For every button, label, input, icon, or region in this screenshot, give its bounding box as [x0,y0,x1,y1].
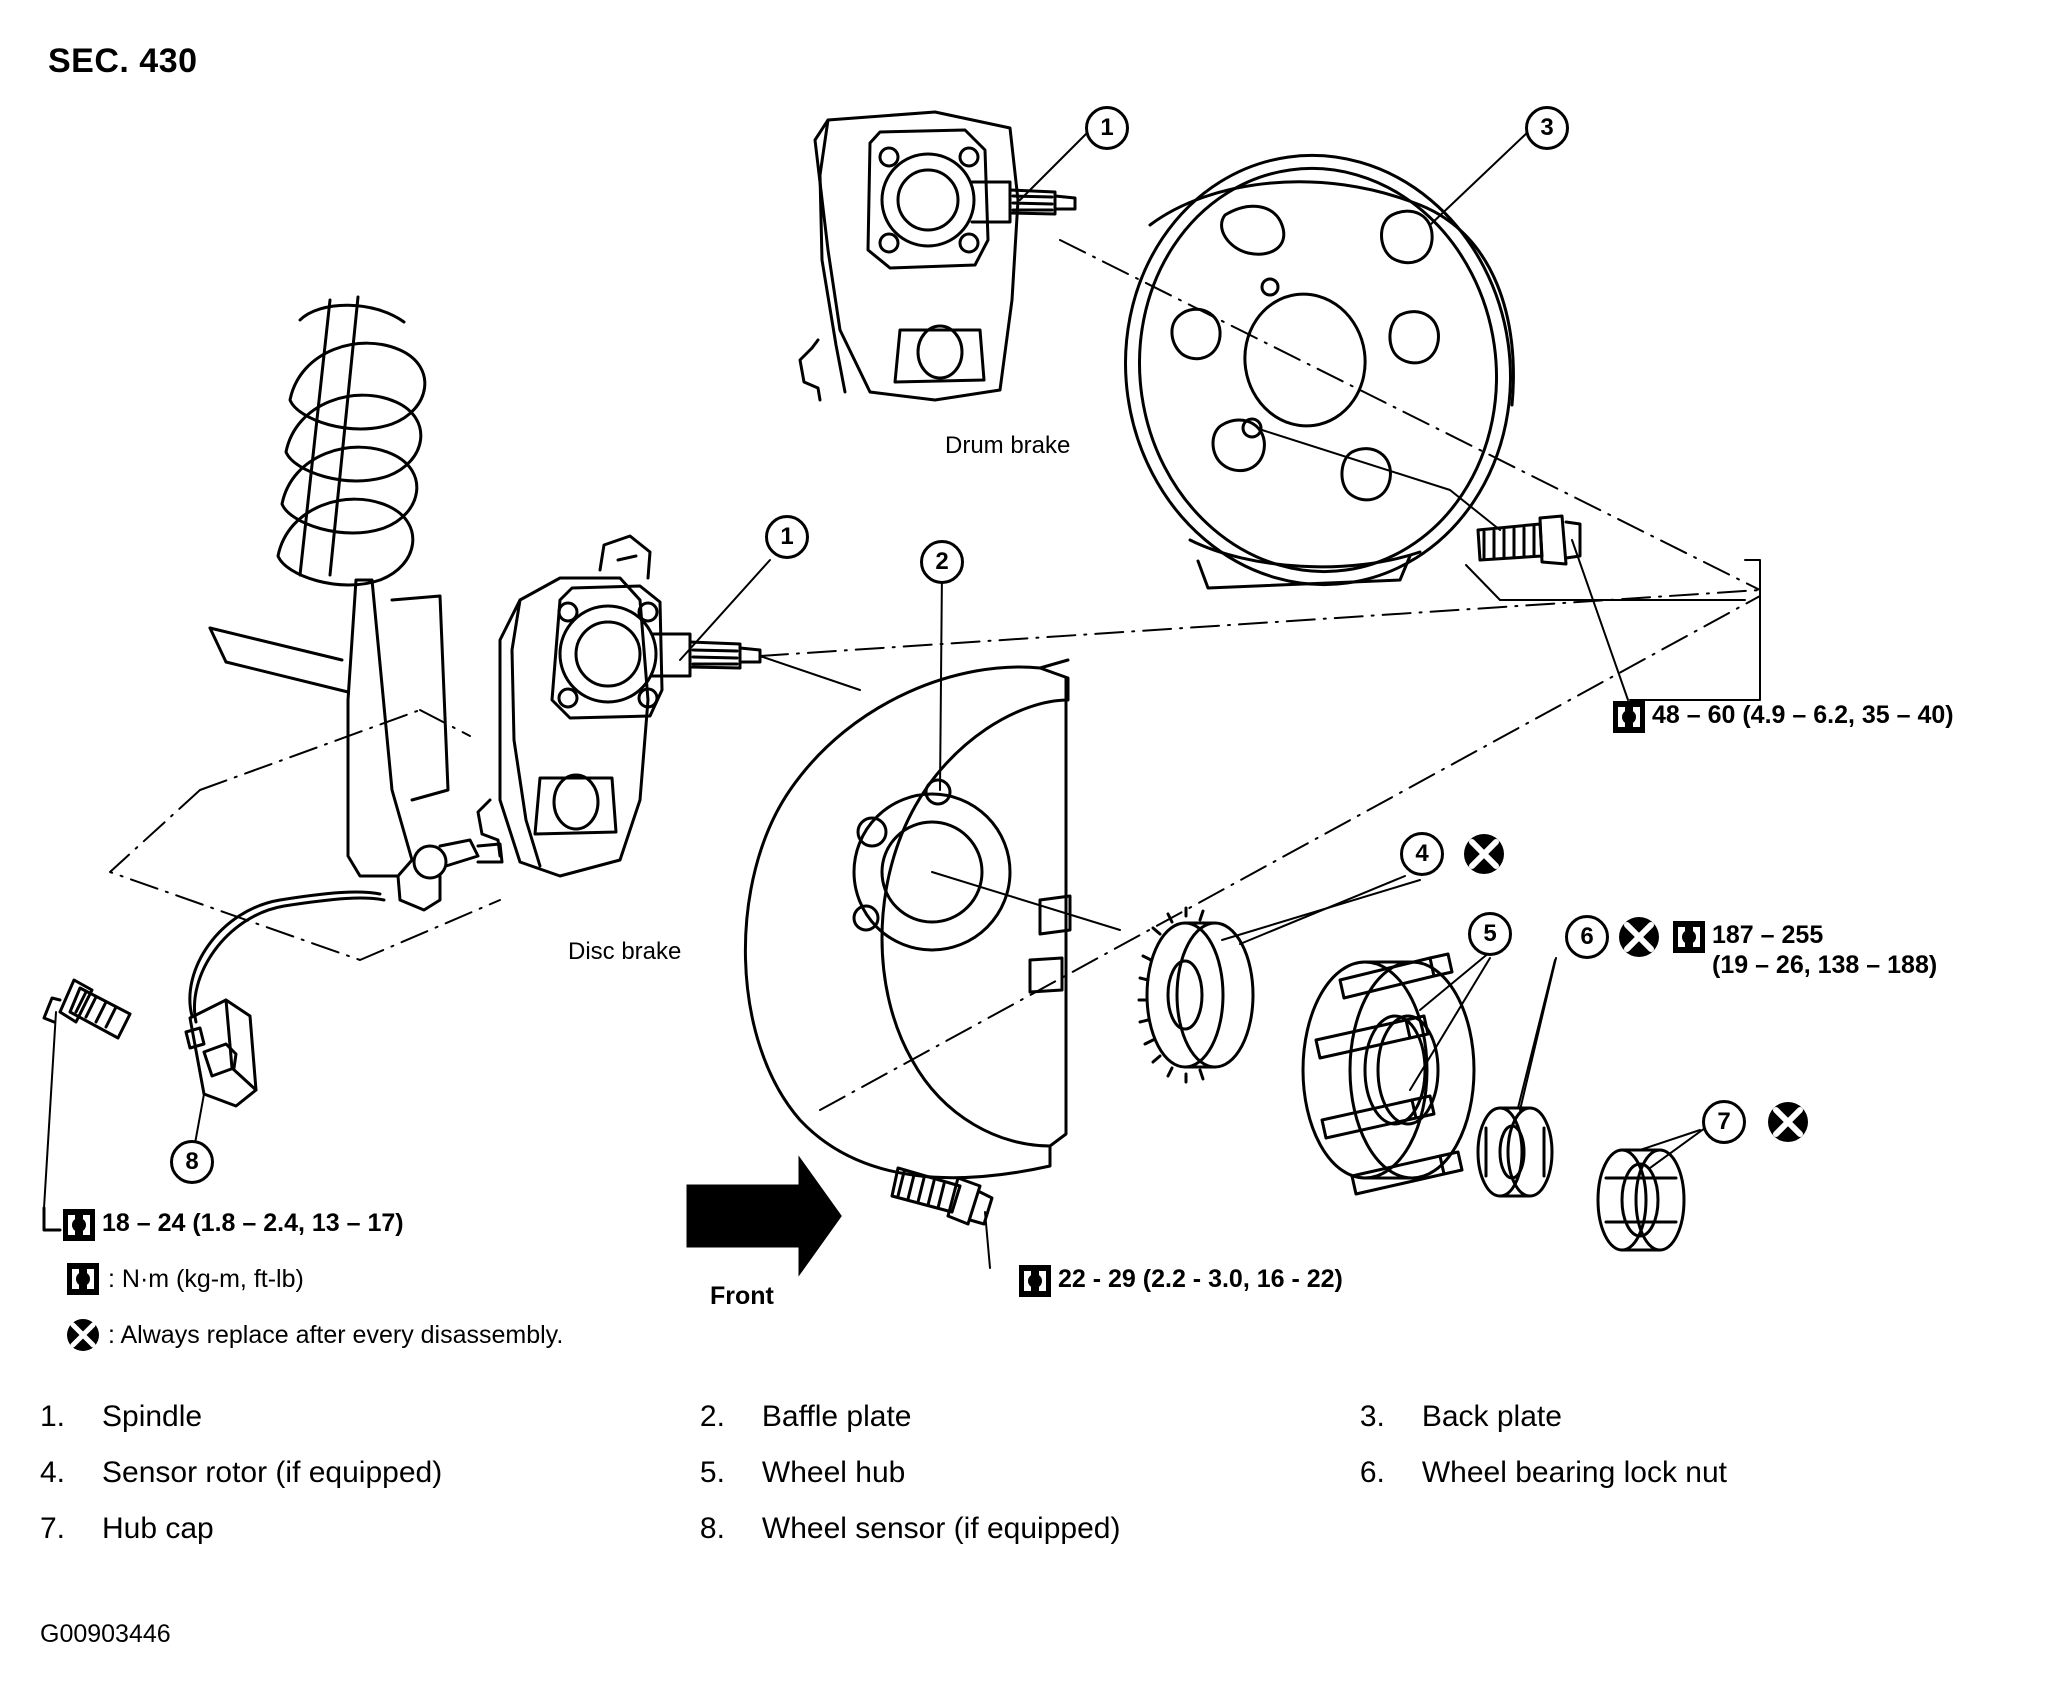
part-name: Wheel hub [761,1456,906,1489]
part-item-empty [1360,1512,2020,1546]
parts-row [40,1400,2020,1434]
parts-row [40,1456,2020,1490]
legend-units-text: : N·m (kg-m, ft-lb) [108,1264,304,1293]
part-name: Back plate [1421,1400,1562,1433]
torque-spec-lock-nut-text: 187 – 255 (19 – 26, 138 – 188) [1712,921,1938,979]
part-number: 2. [699,1400,725,1433]
torque-spec-lock-nut [1672,920,1937,980]
x-circle-icon-part7 [1766,1100,1810,1144]
torque-spec-back-plate-text: 48 – 60 (4.9 – 6.2, 35 – 40) [1652,701,1954,729]
legend-replace-text: : Always replace after every disassembly. [108,1320,564,1349]
wrench-icon [1612,700,1646,734]
wrench-icon [1018,1264,1052,1298]
callout-2-baffle-plate: 2 [920,540,964,584]
front-arrow [688,1160,840,1272]
part-item-6 [1360,1456,2020,1490]
part-name: Spindle [102,1400,203,1433]
callout-1-disc: 1 [765,515,809,559]
callout-4-sensor-rotor: 4 [1400,832,1444,876]
wrench-icon [66,1262,100,1296]
part-number: 4. [40,1456,66,1489]
torque-spec-wheel-sensor [62,1208,404,1242]
callout-8-wheel-sensor: 8 [170,1140,214,1184]
callout-7-hub-cap: 7 [1702,1100,1746,1144]
callout-1-drum: 1 [1085,106,1129,150]
part-number: 7. [40,1512,66,1545]
parts-row [40,1512,2020,1546]
wrench-icon [62,1208,96,1242]
disc-brake-label: Disc brake [568,938,682,965]
part-number: 3. [1359,1400,1385,1433]
part-number: 5. [699,1456,725,1489]
part-name: Wheel sensor (if equipped) [761,1512,1121,1545]
callout-6-lock-nut: 6 [1565,915,1609,959]
part-name: Sensor rotor (if equipped) [102,1456,443,1489]
x-circle-icon-part4 [1462,832,1506,876]
legend-replace [66,1318,563,1352]
legend-units [66,1262,304,1296]
x-circle-icon [66,1318,100,1352]
part-name: Hub cap [102,1512,214,1545]
drum-brake-label: Drum brake [945,432,1071,459]
figure-code: G00903446 [40,1620,171,1648]
part-number: 6. [1359,1456,1385,1489]
part-item-5 [700,1456,1360,1490]
torque-spec-wheel-sensor-text: 18 – 24 (1.8 – 2.4, 13 – 17) [102,1209,404,1237]
part-name: Baffle plate [761,1400,912,1433]
torque-spec-baffle-plate [1018,1264,1343,1298]
torque-spec-baffle-plate-text: 22 - 29 (2.2 - 3.0, 16 - 22) [1058,1265,1343,1293]
part-item-4 [40,1456,700,1490]
part-item-7 [40,1512,700,1546]
wrench-icon [1672,920,1706,954]
callout-3-back-plate: 3 [1525,106,1569,150]
parts-list [40,1400,2020,1568]
section-title: SEC. 430 [48,42,198,80]
callout-5-wheel-hub: 5 [1468,912,1512,956]
part-item-8 [700,1512,1360,1546]
part-name: Wheel bearing lock nut [1421,1456,1728,1489]
torque-spec-back-plate [1612,700,1954,734]
part-item-1 [40,1400,700,1434]
front-label: Front [710,1282,774,1310]
part-number: 1. [40,1400,66,1433]
part-item-3 [1360,1400,2020,1434]
part-item-2 [700,1400,1360,1434]
part-number: 8. [699,1512,725,1545]
x-circle-icon-part6 [1617,915,1661,959]
